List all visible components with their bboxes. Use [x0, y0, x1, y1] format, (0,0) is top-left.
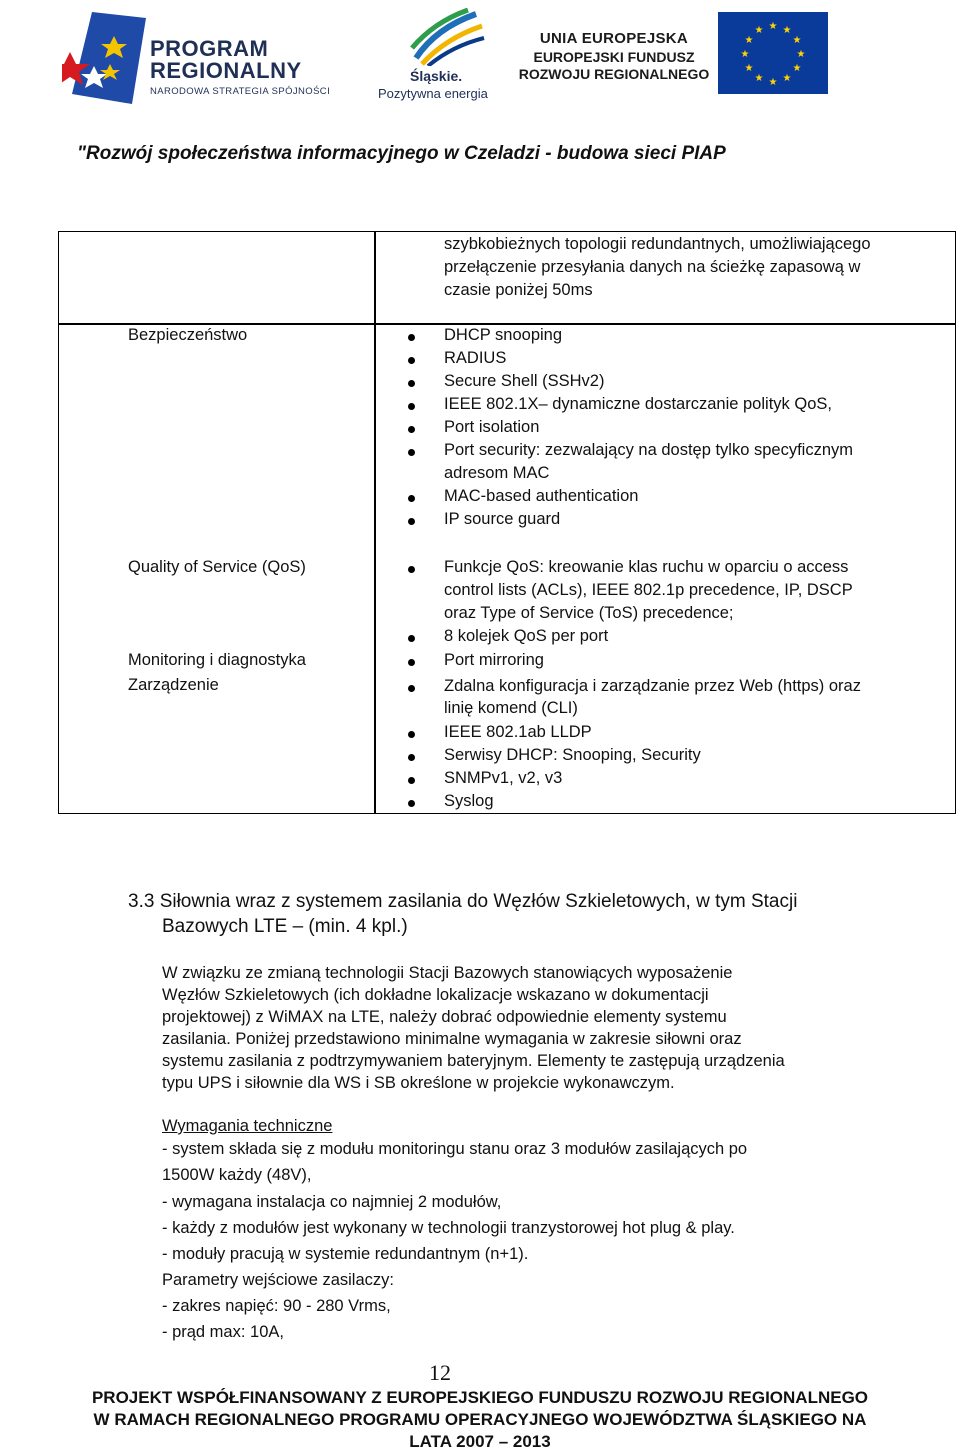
paragraph-line: zasilania. Poniżej przedstawiono minimalne wymagania w zakresie siłowni oraz [162, 1030, 742, 1048]
bullet-icon [408, 426, 415, 433]
paragraph-line: projektowej) z WiMAX na LTE, należy dobrać odpowiednie elementy systemu [162, 1008, 727, 1026]
svg-text:★: ★ [754, 25, 764, 36]
eu-flag-icon [718, 12, 828, 94]
list-item: IP source guard [444, 510, 561, 528]
svg-text:★: ★ [740, 49, 750, 60]
list-item: 8 kolejek QoS per port [444, 627, 609, 645]
eu-line3: ROZWOJU REGIONALNEGO [518, 66, 710, 82]
row-label-qos: Quality of Service (QoS) [128, 558, 306, 576]
table-column-divider [374, 232, 376, 813]
section-heading [128, 889, 797, 939]
bullet-icon [408, 800, 415, 807]
list-item: RADIUS [444, 349, 507, 367]
svg-text:★: ★ [768, 77, 778, 88]
eu-line1: UNIA EUROPEJSKA [539, 30, 689, 47]
bullet-icon [408, 731, 415, 738]
table-intro-line: szybkobieżnych topologii redundantnych, umożliwiającego [444, 235, 871, 253]
svg-text:★: ★ [782, 25, 792, 36]
section-heading-line2: Bazowych LTE – (min. 4 kpl.) [162, 916, 408, 937]
svg-text:★: ★ [754, 73, 764, 84]
table-row-divider [59, 323, 955, 325]
bullet-icon [408, 380, 415, 387]
list-item: Secure Shell (SSHv2) [444, 372, 605, 390]
table-intro-line: czasie poniżej 50ms [444, 281, 593, 299]
slaskie-logo [378, 8, 498, 104]
bullet-icon [408, 495, 415, 502]
list-item: Zdalna konfiguracja i zarządzanie przez Web (https) oraz [444, 677, 861, 695]
logo-left-line3: NARODOWA STRATEGIA SPÓJNOŚCI [150, 86, 331, 97]
footer-line3: LATA 2007 – 2013 [409, 1432, 551, 1451]
list-item-continuation: adresom MAC [444, 464, 550, 482]
bullet-icon [408, 357, 415, 364]
requirement-line: - moduły pracują w systemie redundantnym (n+1). [162, 1245, 529, 1263]
list-item: IEEE 802.1ab LLDP [444, 723, 592, 741]
slaskie-name: Śląskie. [410, 68, 463, 84]
eu-line2: EUROPEJSKI FUNDUSZ [533, 49, 695, 65]
footer-line2: W RAMACH REGIONALNEGO PROGRAMU OPERACYJNEGO WOJEWÓDZTWA ŚLĄSKIEGO NA [93, 1410, 867, 1429]
requirement-line: - zakres napięć: 90 - 280 Vrms, [162, 1297, 391, 1315]
bullet-icon [408, 685, 415, 692]
bullet-icon [408, 659, 415, 666]
bullet-icon [408, 566, 415, 573]
list-item: MAC-based authentication [444, 487, 639, 505]
section-paragraph [162, 962, 785, 1094]
section-heading-line1: 3.3 Siłownia wraz z systemem zasilania do Węzłów Szkieletowych, w tym Stacji [128, 891, 798, 912]
svg-text:★: ★ [744, 35, 754, 46]
row-label-management: Zarządzenie [128, 676, 219, 694]
table-intro-line: przełączenie przesyłania danych na ścieżkę zapasową w [444, 258, 861, 276]
document-title: "Rozwój społeczeństwa informacyjnego w Czeladzi - budowa sieci PIAP [77, 143, 726, 164]
list-item: IEEE 802.1X– dynamiczne dostarczanie polityk QoS, [444, 395, 832, 413]
paragraph-line: Węzłów Szkieletowych (ich dokładne lokalizacje wskazano w dokumentacji [162, 986, 709, 1004]
list-item: SNMPv1, v2, v3 [444, 769, 563, 787]
bullet-icon [408, 449, 415, 456]
list-item: Port mirroring [444, 651, 544, 669]
paragraph-line: systemu zasilania z podtrzymywaniem bateryjnym. Elementy te zastępują urządzenia [162, 1052, 785, 1070]
eu-fund-label [516, 30, 712, 82]
requirement-line: 1500W każdy (48V), [162, 1166, 312, 1184]
list-item-continuation: oraz Type of Service (ToS) precedence; [444, 604, 734, 622]
slaskie-slogan: Pozytywna energia [378, 86, 488, 101]
row-label-monitoring: Monitoring i diagnostyka [128, 651, 306, 669]
svg-text:★: ★ [744, 63, 754, 74]
bullet-icon [408, 334, 415, 341]
logo-left-line1: PROGRAM [150, 36, 269, 61]
page-number: 12 [429, 1360, 451, 1385]
list-item: Serwisy DHCP: Snooping, Security [444, 746, 701, 764]
bullet-icon [408, 518, 415, 525]
bullet-icon [408, 777, 415, 784]
svg-text:★: ★ [796, 49, 806, 60]
list-item-continuation: linię komend (CLI) [444, 699, 578, 717]
svg-text:★: ★ [782, 73, 792, 84]
list-item: Port security: zezwalający na dostęp tylko specyficznym [444, 441, 853, 459]
list-item: DHCP snooping [444, 326, 563, 344]
paragraph-line: W związku ze zmianą technologii Stacji Bazowych stanowiących wyposażenie [162, 964, 733, 982]
list-item: Syslog [444, 792, 494, 810]
requirements-heading: Wymagania techniczne [162, 1117, 333, 1135]
requirement-line: Parametry wejściowe zasilaczy: [162, 1271, 394, 1289]
slaskie-wave-icon [406, 8, 486, 66]
bullet-icon [408, 403, 415, 410]
requirement-line: - każdy z modułów jest wykonany w technologii tranzystorowej hot plug & play. [162, 1219, 735, 1237]
row-label-security: Bezpieczeństwo [128, 326, 248, 344]
requirement-line: - system składa się z modułu monitoringu stanu oraz 3 modułów zasilających po [162, 1140, 748, 1158]
bullet-icon [408, 635, 415, 642]
svg-text:★: ★ [792, 35, 802, 46]
logo-left-line2: REGIONALNY [150, 58, 302, 83]
requirement-line: - prąd max: 10A, [162, 1323, 284, 1341]
list-item: Funkcje QoS: kreowanie klas ruchu w oparciu o access [444, 558, 849, 576]
bullet-icon [408, 754, 415, 761]
svg-text:★: ★ [768, 21, 778, 32]
requirement-line: - wymagana instalacja co najmniej 2 modułów, [162, 1193, 502, 1211]
footer-line1: PROJEKT WSPÓŁFINANSOWANY Z EUROPEJSKIEGO FUNDUSZU ROZWOJU REGIONALNEGO [91, 1388, 869, 1407]
list-item-continuation: control lists (ACLs), IEEE 802.1p precedence, IP, DSCP [444, 581, 853, 599]
program-regionalny-emblem-icon [62, 8, 148, 108]
list-item: Port isolation [444, 418, 540, 436]
program-regionalny-logo [62, 8, 362, 108]
svg-text:★: ★ [792, 63, 802, 74]
paragraph-line: typu UPS i siłownie dla WS i SB określone w projekcie wykonawczym. [162, 1074, 675, 1092]
